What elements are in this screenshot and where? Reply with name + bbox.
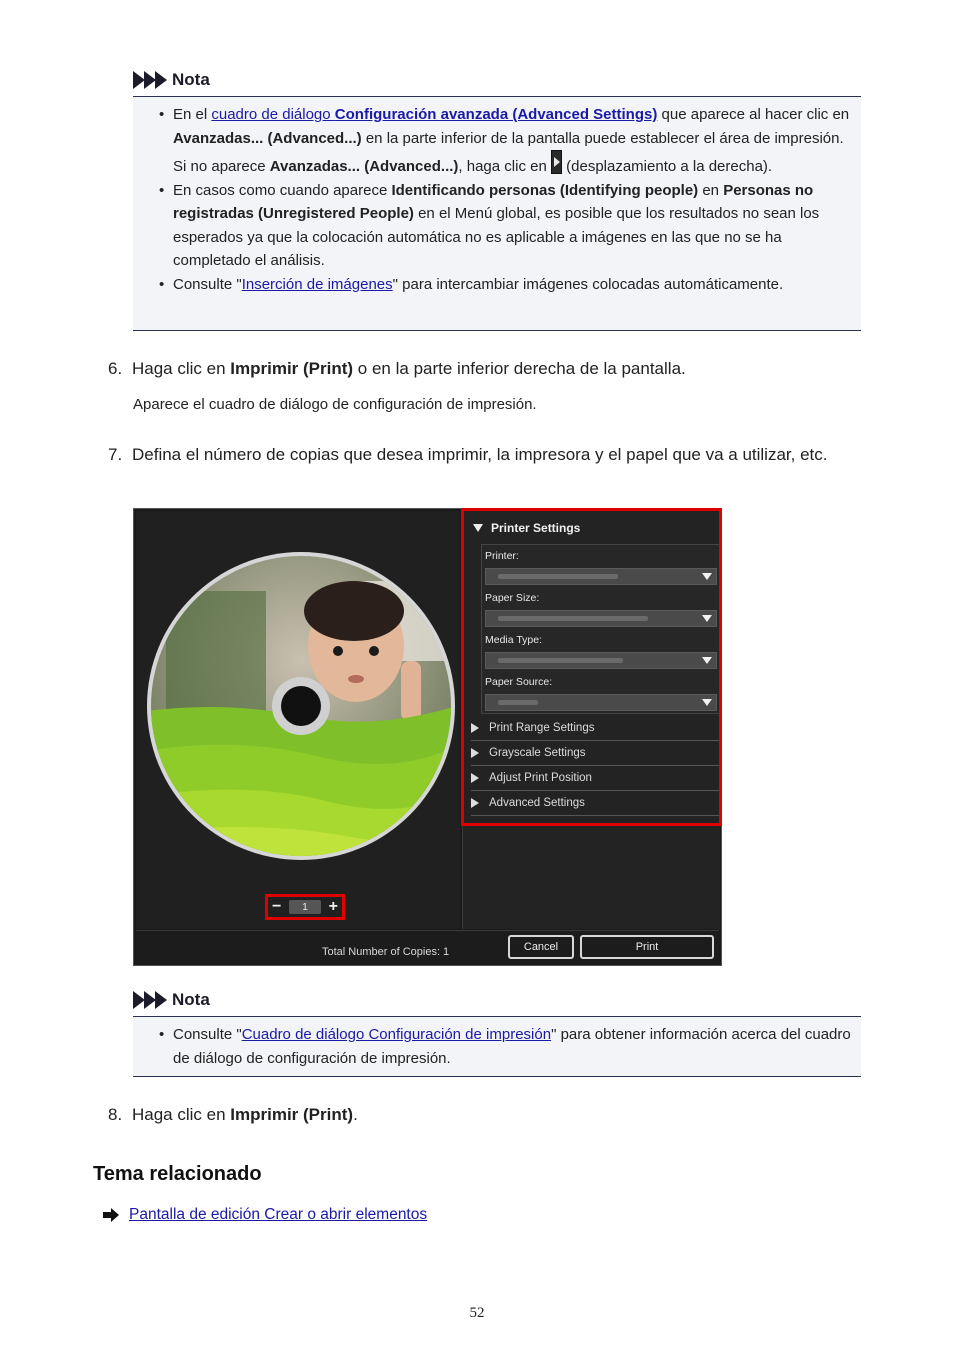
preview-area <box>136 511 460 929</box>
dialog-bottom-bar <box>136 930 719 964</box>
printer-field[interactable]: Printer: <box>485 550 717 585</box>
note-bullet-print-dialog: • Consulte "Cuadro de diálogo Configuración de impresión" para obtener información acerca del cuadro de diálogo de configuración de impresión. <box>159 1023 851 1070</box>
note-bullet-identifying: • En casos como cuando aparece Identificando personas (Identifying people) en Personas no registradas (Unregistered People) en el Menú global, es posible que los resultados no sean los esperados ya que la colocación automática no es aplicable a imágenes en las que no se ha completado el análisis. <box>159 179 851 273</box>
paper-source-field[interactable]: Paper Source: <box>485 676 717 711</box>
note-bullet-advanced: • En el cuadro de diálogo Configuración avanzada (Advanced Settings) que aparece al hacer clic en Avanzadas... (Advanced...) en la parte inferior de la pantalla puede establecer el área de impresión. Si no aparece Avanzadas... (Advanced...), haga clic en (desplazamiento a la derecha). <box>159 103 851 179</box>
note-arrows-icon <box>133 71 166 89</box>
note-arrows-icon <box>133 991 166 1009</box>
step-6-result: Aparece el cuadro de diálogo de configuración de impresión. <box>133 396 537 413</box>
adjust-print-position-section[interactable]: Adjust Print Position <box>471 766 719 791</box>
note-heading <box>133 990 210 1010</box>
note-heading <box>133 70 210 90</box>
note-title: Nota <box>172 70 210 89</box>
scroll-right-icon <box>551 150 562 174</box>
increase-copies-button[interactable]: + <box>328 898 338 915</box>
print-button[interactable]: Print <box>580 935 714 959</box>
decrease-copies-button[interactable]: − <box>272 898 282 915</box>
print-settings-dialog-link[interactable]: Cuadro de diálogo Configuración de impresión <box>241 1026 552 1043</box>
note-title: Nota <box>172 990 210 1009</box>
print-dialog-screenshot <box>133 508 722 966</box>
paper-size-field[interactable]: Paper Size: <box>485 592 717 627</box>
media-type-field[interactable]: Media Type: <box>485 634 717 669</box>
copies-value[interactable]: 1 <box>289 900 321 914</box>
total-copies-label: Total Number of Copies: 1 <box>322 946 450 958</box>
note-box <box>133 1016 861 1077</box>
edit-screen-link[interactable]: Pantalla de edición Crear o abrir elementos <box>129 1206 428 1223</box>
disc-label-preview <box>146 551 456 861</box>
printer-settings-header[interactable]: Printer Settings <box>473 521 580 535</box>
note-box <box>133 96 861 331</box>
arrow-right-icon <box>103 1208 119 1222</box>
highlight-frame <box>461 508 722 826</box>
grayscale-settings-section[interactable]: Grayscale Settings <box>471 741 719 766</box>
advanced-settings-section[interactable]: Advanced Settings <box>471 791 719 816</box>
advanced-settings-link[interactable]: cuadro de diálogo Configuración avanzada (Advanced Settings) <box>211 106 658 123</box>
cancel-button[interactable]: Cancel <box>508 935 574 959</box>
insert-images-link[interactable]: Inserción de imágenes <box>241 275 393 293</box>
print-range-settings-section[interactable]: Print Range Settings <box>471 716 719 741</box>
note-bullet-insert: • Consulte "Inserción de imágenes" para intercambiar imágenes colocadas automáticamente. <box>159 273 851 297</box>
related-topic-heading: Tema relacionado <box>93 1163 262 1185</box>
related-topic-item <box>103 1206 427 1224</box>
page-number: 52 <box>469 1305 485 1321</box>
copies-stepper[interactable] <box>265 894 345 920</box>
